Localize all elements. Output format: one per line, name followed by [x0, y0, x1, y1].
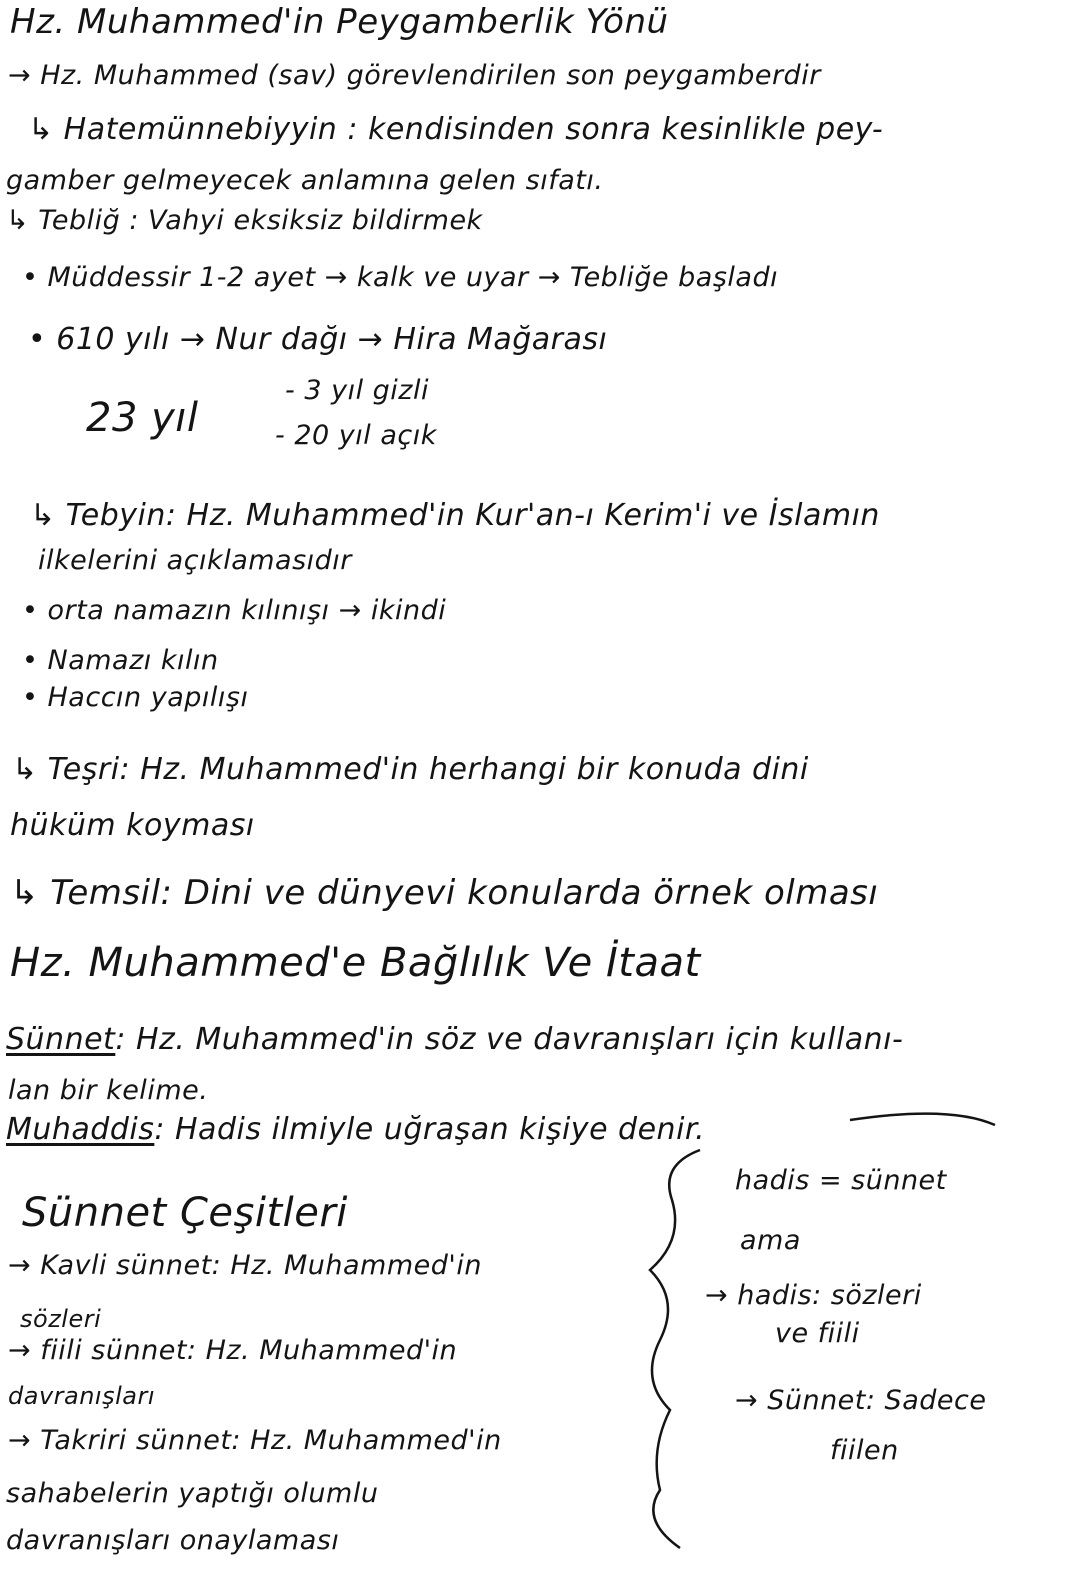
heading-sunnet-cesitleri: Sünnet Çeşitleri [22, 1190, 348, 1236]
tebyin-line-1: ↳ Tebyin: Hz. Muhammed'in Kur'an-ı Kerim'i ve İslamın [30, 498, 880, 533]
temsil-line: ↳ Temsil: Dini ve dünyevi konularda örnek olması [10, 873, 879, 913]
fiili-line-2: davranışları [8, 1382, 156, 1410]
intro-line: → Hz. Muhammed (sav) görevlendirilen son peygamberdir [8, 60, 821, 91]
kavli-line-1: → Kavli sünnet: Hz. Muhammed'in [8, 1250, 482, 1281]
bullet-hac: • Haccın yapılışı [22, 682, 249, 713]
sidebox-line-2: ama [740, 1225, 801, 1256]
bullet-orta: • orta namazın kılınışı → ikindi [22, 595, 447, 626]
tesri-line-1: ↳ Teşri: Hz. Muhammed'in herhangi bir konuda dini [12, 752, 809, 787]
muhaddis-line [6, 1112, 705, 1147]
fiili-line-1: → fiili sünnet: Hz. Muhammed'in [8, 1335, 458, 1366]
page-title: Hz. Muhammed'in Peygamberlik Yönü [10, 2, 669, 42]
sidebox-line-5: → Sünnet: Sadece [735, 1385, 987, 1416]
tebyin-line-2: ilkelerini açıklamasıdır [38, 545, 352, 576]
heading-itaat: Hz. Muhammed'e Bağlılık Ve İtaat [10, 940, 701, 986]
tesri-line-2: hüküm koyması [10, 808, 255, 843]
hatem-line-2: gamber gelmeyecek anlamına gelen sıfatı. [6, 165, 604, 196]
takriri-line-2: sahabelerin yaptığı olumlu [6, 1478, 379, 1509]
sidebox-line-3: → hadis: sözleri [705, 1280, 922, 1311]
sidebox-line-1: hadis = sünnet [735, 1165, 947, 1196]
muhaddis-arc [850, 1114, 995, 1125]
muhaddis-text: : Hadis ilmiyle uğraşan kişiye denir. [154, 1112, 706, 1147]
years-secret: - 3 yıl gizli [285, 375, 429, 406]
kavli-line-2: sözleri [20, 1305, 102, 1333]
sunnet-def-text: : Hz. Muhammed'in söz ve davranışları için kullanı- [115, 1022, 904, 1057]
side-bracket [650, 1150, 700, 1548]
muhaddis-term: Muhaddis [6, 1112, 155, 1147]
sunnet-def-line-1 [6, 1022, 903, 1057]
year-610-line: • 610 yılı → Nur dağı → Hira Mağarası [28, 322, 608, 357]
takriri-line-3: davranışları onaylaması [6, 1525, 340, 1556]
sunnet-def-line-2: lan bir kelime. [8, 1075, 209, 1106]
hatem-line-1: ↳ Hatemünnebiyyin : kendisinden sonra kesinlikle pey- [28, 112, 884, 147]
teblig-line: ↳ Tebliğ : Vahyi eksiksiz bildirmek [6, 205, 483, 236]
sidebox-line-6: fiilen [830, 1435, 899, 1466]
sunnet-term: Sünnet [6, 1022, 116, 1057]
years-23: 23 yıl [86, 395, 199, 441]
bullet-namaz: • Namazı kılın [22, 645, 219, 676]
takriri-line-1: → Takriri sünnet: Hz. Muhammed'in [8, 1425, 502, 1456]
years-open: - 20 yıl açık [275, 420, 437, 451]
muddessir-line: • Müddessir 1-2 ayet → kalk ve uyar → Tebliğe başladı [22, 262, 779, 293]
sidebox-line-4: ve fiili [775, 1318, 860, 1349]
